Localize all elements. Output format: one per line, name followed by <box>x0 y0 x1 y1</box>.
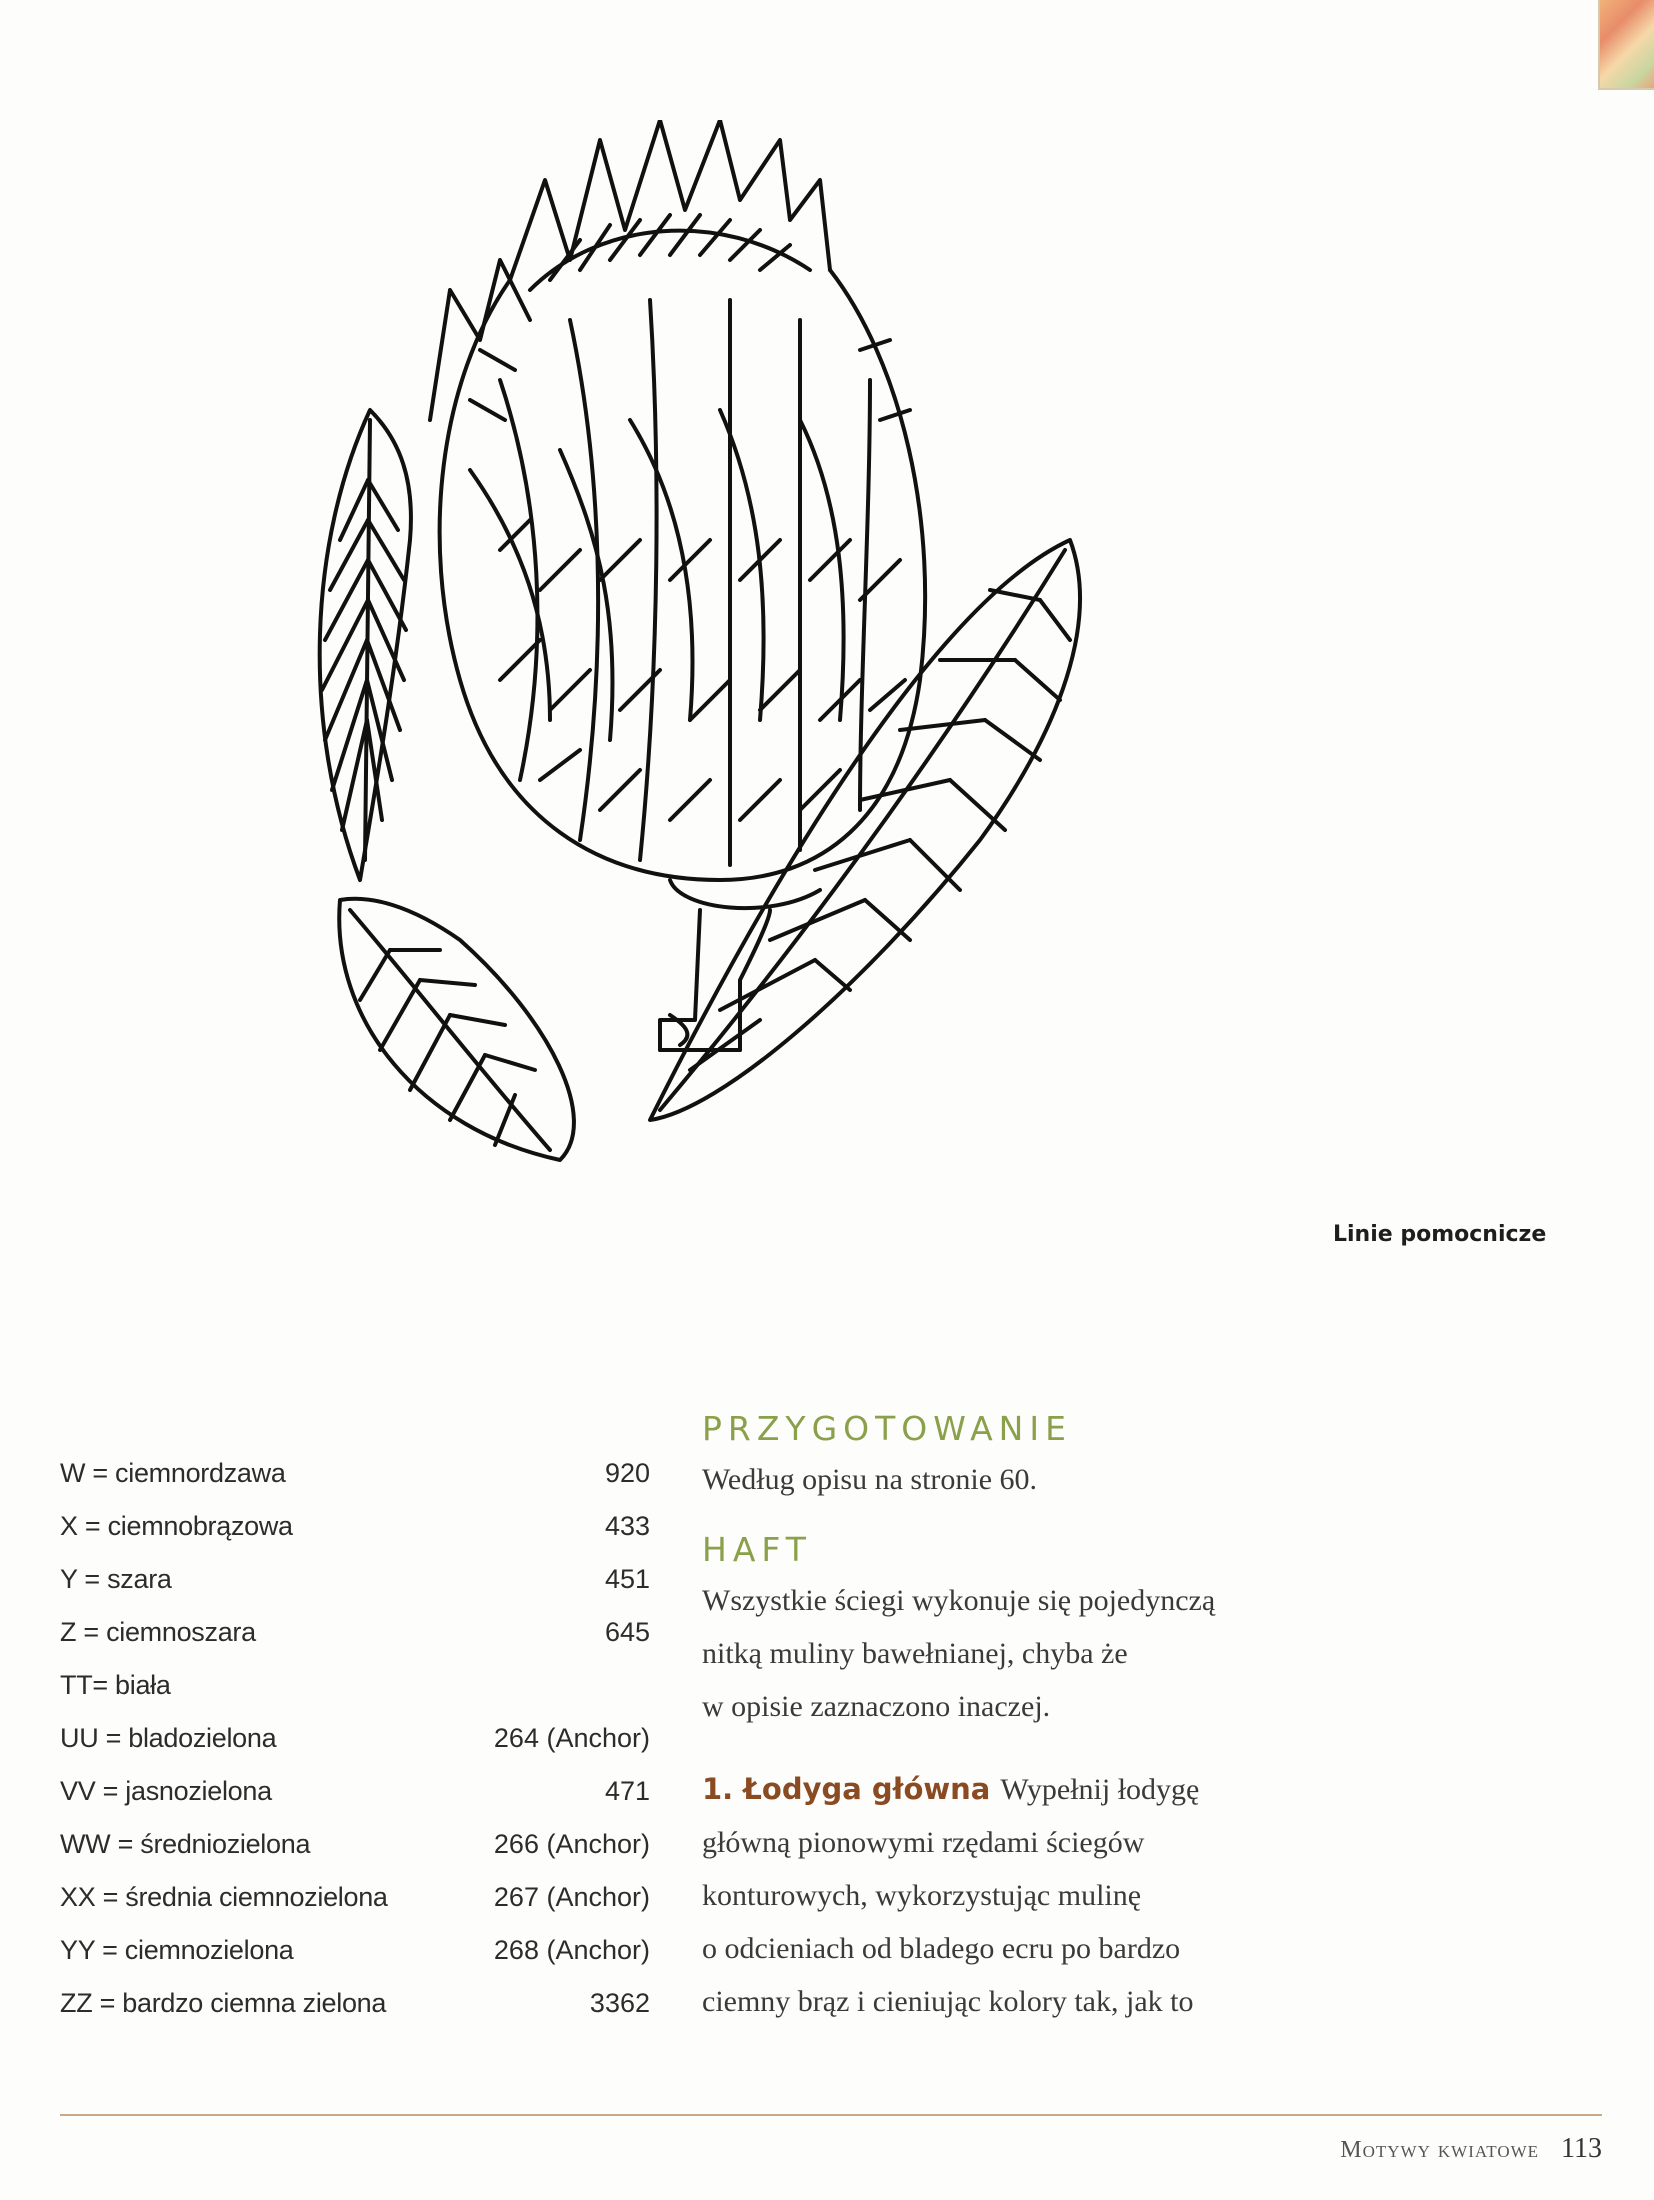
legend-color-name: W = ciemnordzawa <box>60 1458 286 1488</box>
legend-row <box>60 1988 650 2041</box>
instructions-column <box>702 1405 1322 2028</box>
legend-row <box>60 1723 650 1776</box>
legend-row <box>60 1935 650 1988</box>
footer-rule <box>60 2114 1602 2116</box>
figure-caption: Linie pomocnicze <box>1333 1222 1547 1247</box>
page-footer <box>1340 2133 1602 2165</box>
legend-color-name: Y = szara <box>60 1564 172 1594</box>
legend-row <box>60 1564 650 1617</box>
legend-row <box>60 1776 650 1829</box>
step-1-line: konturowych, wykorzystując mulinę <box>702 1879 1142 1912</box>
stem-drawing <box>660 880 820 1050</box>
legend-color-name: VV = jasnozielona <box>60 1776 272 1806</box>
przygotowanie-heading: PRZYGOTOWANIE <box>702 1409 1072 1448</box>
legend-thread-code: 451 <box>604 1564 650 1594</box>
step-1-title: 1. Łodyga główna <box>702 1772 991 1806</box>
step-1-line: główną pionowymi rzędami ściegów <box>702 1826 1145 1859</box>
legend-color-name: XX = średnia ciemnozielona <box>60 1882 388 1912</box>
legend-color-name: ZZ = bardzo ciemna zielona <box>60 1988 387 2018</box>
legend-color-name: X = ciemnobrązowa <box>60 1511 293 1541</box>
legend-thread-code: 264 (Anchor) <box>493 1723 650 1753</box>
przygotowanie-text: Według opisu na stronie 60. <box>702 1463 1038 1496</box>
legend-row <box>60 1617 650 1670</box>
legend-row <box>60 1458 650 1511</box>
legend-thread-code: 433 <box>604 1511 650 1541</box>
legend-color-name: UU = bladozielona <box>60 1723 277 1753</box>
legend-thread-code: 471 <box>604 1776 650 1806</box>
protea-outline-drawing <box>300 120 1120 1320</box>
step-1-line: ciemny brąz i cieniując kolory tak, jak to <box>702 1985 1194 2018</box>
thread-color-legend <box>60 1458 650 2041</box>
lower-left-leaf-drawing <box>339 899 574 1160</box>
step-1-text-start: Wypełnij łodygę <box>1000 1773 1200 1806</box>
footer-section-title: Motywy kwiatowe <box>1340 2137 1540 2163</box>
page-number: 113 <box>1561 2133 1602 2164</box>
legend-thread-code: 3362 <box>589 1988 650 2018</box>
haft-heading: HAFT <box>702 1530 812 1569</box>
legend-row <box>60 1670 650 1723</box>
left-leaf-drawing <box>320 410 411 880</box>
corner-color-swatch <box>1598 0 1654 90</box>
legend-row <box>60 1511 650 1564</box>
step-1-line: o odcieniach od bladego ecru po bardzo <box>702 1932 1181 1965</box>
legend-thread-code: 267 (Anchor) <box>493 1882 650 1912</box>
legend-thread-code: 268 (Anchor) <box>493 1935 650 1965</box>
legend-color-name: TT= biała <box>60 1670 171 1700</box>
legend-thread-code: 645 <box>604 1617 650 1647</box>
legend-color-name: YY = ciemnozielona <box>60 1935 294 1965</box>
legend-row <box>60 1882 650 1935</box>
haft-line: Wszystkie ściegi wykonuje się pojedynczą <box>702 1584 1216 1617</box>
legend-color-name: Z = ciemnoszara <box>60 1617 256 1647</box>
haft-line: w opisie zaznaczono inaczej. <box>702 1690 1051 1723</box>
legend-color-name: WW = średniozielona <box>60 1829 311 1859</box>
legend-row <box>60 1829 650 1882</box>
step-1-first-line <box>702 1763 1322 1816</box>
legend-thread-code: 920 <box>604 1458 650 1488</box>
haft-line: nitką muliny bawełnianej, chyba że <box>702 1637 1128 1670</box>
legend-thread-code: 266 (Anchor) <box>493 1829 650 1859</box>
